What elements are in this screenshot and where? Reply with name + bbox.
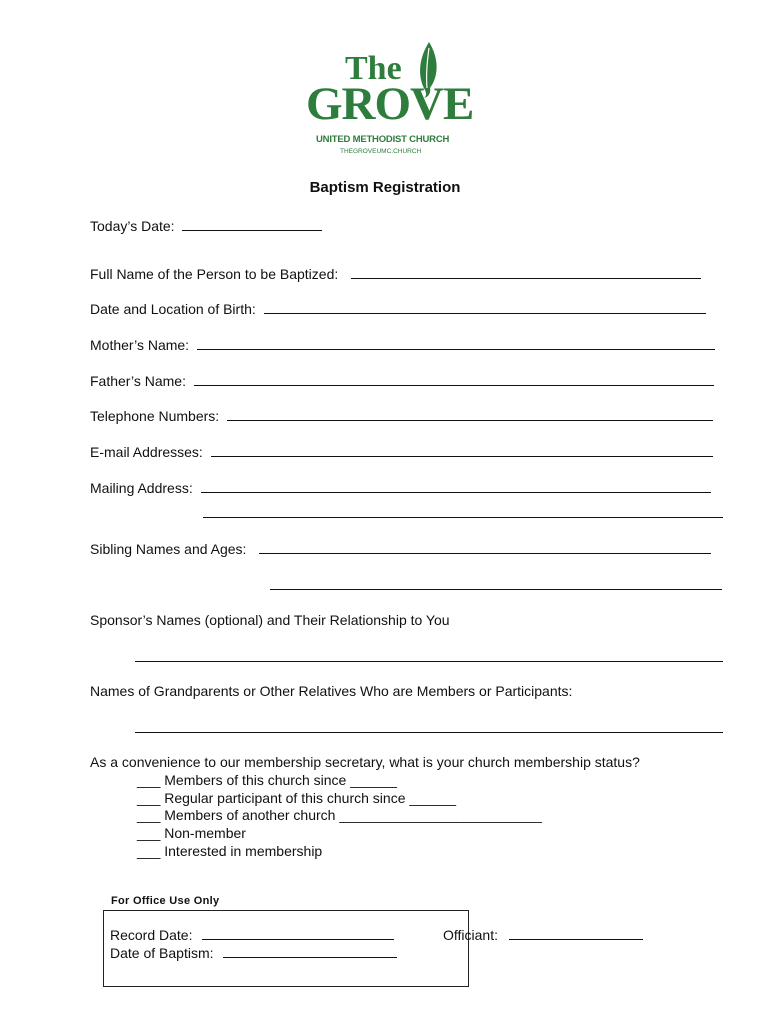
logo-grove: GROVE	[306, 78, 474, 130]
email-row	[90, 442, 713, 461]
baptism-date-field[interactable]	[223, 943, 397, 958]
grandparents-row	[90, 682, 572, 700]
logo-the: The	[345, 50, 402, 87]
membership-question: As a convenience to our membership secretary, what is your church membership status?	[90, 754, 640, 770]
full-name-label: Full Name of the Person to be Baptized:	[90, 266, 339, 282]
todays-date-row	[90, 216, 322, 235]
officiant-label: Officiant:	[443, 927, 498, 943]
membership-option[interactable]: ___ Members of this church since ______	[137, 772, 397, 788]
siblings-label: Sibling Names and Ages:	[90, 541, 247, 557]
membership-option[interactable]: ___ Interested in membership	[137, 843, 323, 859]
sponsors-field[interactable]	[135, 661, 723, 662]
siblings-row	[90, 539, 711, 558]
office-use-label: For Office Use Only	[111, 895, 220, 907]
mother-label: Mother’s Name:	[90, 337, 190, 353]
grandparents-label: Names of Grandparents or Other Relatives Who are Members or Participants:	[90, 683, 573, 699]
membership-option[interactable]: ___ Members of another church __________________________	[137, 807, 542, 823]
baptism-date-label: Date of Baptism:	[110, 945, 214, 961]
page-title: Baptism Registration	[309, 179, 461, 196]
sponsors-row	[90, 611, 450, 629]
mother-field[interactable]	[197, 335, 715, 350]
mailing-label: Mailing Address:	[90, 480, 193, 496]
logo-website: THEGROVEUMC.CHURCH	[340, 148, 422, 155]
siblings-field-2[interactable]	[270, 589, 722, 590]
baptism-date-row	[110, 943, 397, 962]
full-name-field[interactable]	[351, 264, 701, 279]
mailing-row	[90, 478, 711, 497]
grandparents-field[interactable]	[135, 732, 723, 733]
birth-row	[90, 299, 706, 318]
birth-label: Date and Location of Birth:	[90, 301, 256, 317]
todays-date-label: Today’s Date:	[90, 218, 175, 234]
telephone-label: Telephone Numbers:	[90, 408, 220, 424]
church-logo	[300, 42, 474, 162]
father-label: Father’s Name:	[90, 373, 186, 389]
membership-option[interactable]: ___ Non-member	[137, 825, 246, 841]
telephone-row	[90, 406, 713, 425]
siblings-field-1[interactable]	[259, 539, 711, 554]
todays-date-field[interactable]	[182, 216, 322, 231]
mother-row	[90, 335, 715, 354]
sponsors-label: Sponsor’s Names (optional) and Their Relationship to You	[90, 612, 450, 628]
officiant-field[interactable]	[509, 925, 643, 940]
full-name-row	[90, 264, 701, 283]
officiant-row	[443, 925, 643, 944]
mailing-field-1[interactable]	[201, 478, 711, 493]
record-date-label: Record Date:	[110, 927, 193, 943]
email-label: E-mail Addresses:	[90, 444, 203, 460]
membership-option[interactable]: ___ Regular participant of this church since ______	[137, 790, 457, 806]
father-row	[90, 371, 714, 390]
birth-field[interactable]	[264, 299, 706, 314]
email-field[interactable]	[211, 442, 713, 457]
record-date-field[interactable]	[202, 925, 394, 940]
telephone-field[interactable]	[227, 406, 713, 421]
record-date-row	[110, 925, 394, 944]
father-field[interactable]	[194, 371, 714, 386]
logo-church-name: UNITED METHODIST CHURCH	[316, 134, 450, 145]
mailing-field-2[interactable]	[203, 517, 723, 518]
